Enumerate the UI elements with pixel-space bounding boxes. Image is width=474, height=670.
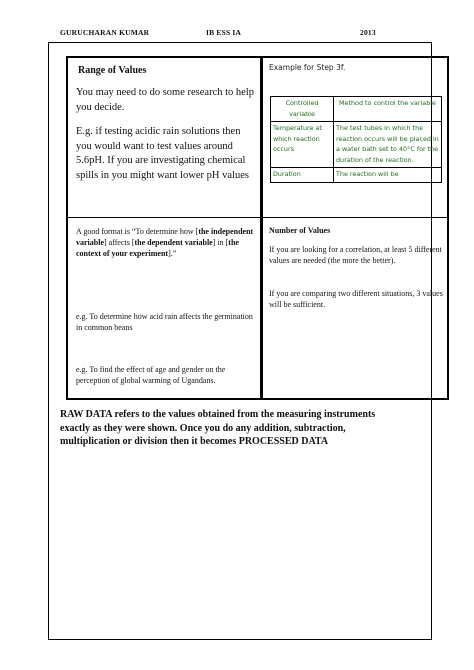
table-row bbox=[271, 168, 442, 183]
format-dependent-variable: the dependent variable bbox=[134, 238, 213, 247]
example-table-clip bbox=[263, 58, 447, 218]
number-of-values-paragraph-1: If you are looking for a correlation, at least 5 different values are needed (the more the better). bbox=[269, 245, 442, 265]
format-example-2: e.g. To find the effect of age and gender on the perception of global warming of Ugandans. bbox=[76, 365, 226, 385]
header-subject: IB ESS IA bbox=[206, 28, 242, 37]
table-row bbox=[271, 122, 442, 168]
format-text-mid-1: ] affects [ bbox=[104, 238, 135, 247]
format-context: the context of your experiment bbox=[76, 238, 239, 258]
header-year: 2013 bbox=[360, 28, 376, 37]
format-text-post: ].” bbox=[168, 249, 177, 258]
range-of-values-paragraph-2: E.g. if testing acidic rain solutions then you would want to test values around 5.6pH. If you are investigating chemical spills in you might want lower pH values bbox=[76, 126, 249, 181]
range-of-values-cell bbox=[66, 56, 262, 218]
table-cell: Temperature at which reaction occurs bbox=[271, 122, 334, 168]
example-cell bbox=[262, 56, 449, 218]
format-text-pre: A good format is “To determine how [ bbox=[76, 227, 199, 236]
table-cell: The test tubes in which the reaction occurs will be placed in a water bath set to 40°C for the duration of the reaction. bbox=[334, 122, 442, 168]
raw-data-note: RAW DATA refers to the values obtained from the measuring instruments exactly as they were shown. Once you do any addition, subtraction, multiplication or division then it becomes PROCESSED DATA bbox=[60, 409, 376, 447]
table-header-row bbox=[271, 97, 442, 122]
number-of-values-paragraph-2: If you are comparing two different situations, 3 values will be sufficient. bbox=[269, 289, 443, 309]
table-cell: Duration bbox=[271, 168, 334, 183]
format-cell bbox=[66, 217, 262, 400]
range-of-values-title: Range of Values bbox=[78, 65, 147, 76]
format-independent-variable: the independent variable bbox=[76, 227, 254, 247]
controlled-variable-table bbox=[270, 96, 442, 183]
table-header-cell: Controlled variable bbox=[271, 97, 334, 122]
format-example-1: e.g. To determine how acid rain affects the germination in common beans bbox=[76, 312, 253, 332]
header-author: GURUCHARAN KUMAR bbox=[60, 28, 150, 37]
table-header-cell: Method to control the variable bbox=[334, 97, 442, 122]
table-cell: The reaction will be bbox=[334, 168, 442, 183]
range-of-values-paragraph-1: You may need to do some research to help you decide. bbox=[76, 87, 254, 113]
format-text-mid-2: ] in [ bbox=[212, 238, 229, 247]
format-statement bbox=[76, 226, 256, 259]
number-of-values-cell bbox=[262, 217, 449, 400]
number-of-values-title: Number of Values bbox=[269, 226, 331, 235]
info-grid bbox=[66, 56, 449, 400]
example-title: Example for Step 3f. bbox=[269, 63, 346, 72]
